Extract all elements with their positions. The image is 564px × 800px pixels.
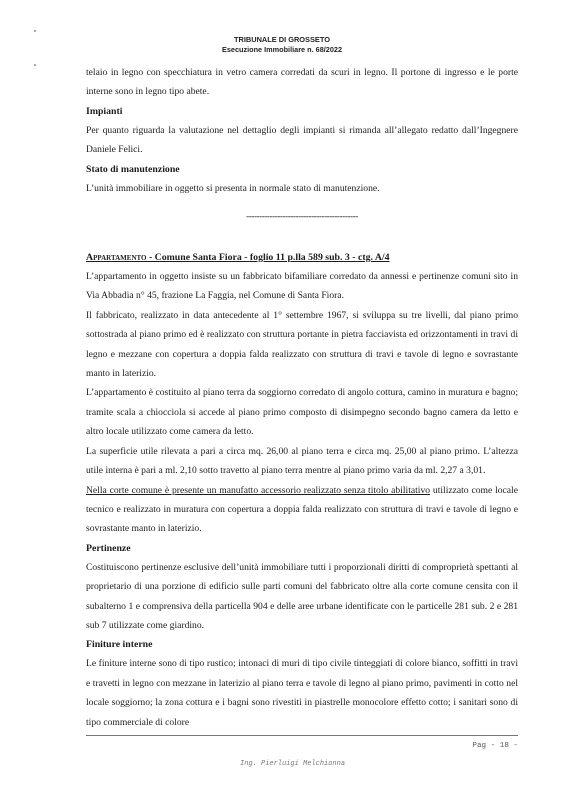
paragraph-pertinenze: Costituiscono pertinenze esclusive dell’unità immobiliare tutti i proporzionali diritti di comproprietà spettanti al proprietario di una porzione di edificio sulle parti comuni del fabbricato oltre alla corte comune censita con il subalterno 1 e comprensiva della particella 904 e delle aree urbane identificate con le particelle 281 sub. 2 e 281 sub 7 utilizzate come giardino.: [86, 561, 518, 631]
footer-rule: [86, 735, 518, 736]
heading-impianti: Impianti: [86, 105, 123, 117]
paragraph-finishes-continued: telaio in legno con specchiatura in vetro camera corredati da scuri in legno. Il portone di ingresso e le porte interne sono in legno tipo abete.: [86, 67, 518, 98]
scan-speck: [34, 30, 36, 32]
court-name: TRIBUNALE DI GROSSETO: [234, 35, 330, 44]
document-body: [86, 63, 518, 732]
paragraph-finiture-interne: Le finiture interne sono di tipo rustico; intonaci di muri di tipo civile tinteggiati di colore bianco, soffitti in travi e travetti in legno con mezzane in laterizio al piano terra e tavole di legno al piano primo, pavimenti in cotto nel locale soggiorno; la zona cottura e i bagni sono rivestiti in piastrelle monocolore effetto cotto; i sanitari sono di tipo commerciale di colore: [86, 658, 518, 728]
scan-speck: [34, 64, 36, 66]
section-title-appartamento: [86, 248, 518, 267]
section-separator: -------------------------------------------: [246, 211, 358, 222]
heading-pertinenze: Pertinenze: [86, 542, 131, 554]
paragraph-stato-manutenzione: L’unità immobiliare in oggetto si presenta in normale stato di manutenzione.: [86, 182, 380, 194]
heading-finiture-interne: Finiture interne: [86, 639, 153, 651]
paragraph-appartamento-3: L’appartamento è costituito al piano terra da soggiorno corredato di angolo cottura, camino in muratura e bagno; tramite scala a chiocciola si accede al piano primo composto di disimpegno secondo bagno camera da letto e altro locale utilizzato come camera da letto.: [86, 387, 518, 438]
paragraph-appartamento-5: [86, 481, 518, 539]
paragraph-appartamento-1: L’appartamento in oggetto insiste su un fabbricato bifamiliare corredato da annessi e pertinenze comuni sito in Via Abbadia n° 45, frazione La Faggia, nel Comune di Santa Fiora.: [86, 271, 518, 302]
paragraph-appartamento-5-rest: utilizzato come locale tecnico e realizzato in muratura con copertura a doppia falda realizzato con struttura di travi e tavole di legno e sovrastante manto in laterizio.: [86, 484, 518, 535]
title-rest: - Comune Santa Fiora - foglio 11 p.lla 589 sub. 3 - ctg. A/4: [146, 252, 390, 264]
paragraph-appartamento-2: Il fabbricato, realizzato in data antecedente al 1° settembre 1967, si sviluppa su tre livelli, dal piano primo sottostrada al piano primo ed è realizzato con struttura portante in pietra facciavista ed orizzontamenti in travi di legno e mezzane con copertura a doppia falda realizzato con struttura di travi e tavole di legno e sovrastante manto in laterizio.: [86, 309, 518, 380]
case-number: Esecuzione Immobiliare n. 68/2022: [221, 45, 343, 54]
heading-stato-manutenzione: Stato di manutenzione: [86, 163, 180, 175]
page-number: Pag - 18 -: [472, 742, 518, 750]
paragraph-impianti: Per quanto riguarda la valutazione nel dettaglio degli impianti si rimanda all’allegato redatto dall’Ingegnere Daniele Felici.: [86, 124, 518, 156]
paragraph-appartamento-4: La superficie utile rilevata a pari a circa mq. 26,00 al piano terra e circa mq. 25,00 al piano primo. L’altezza utile interna è pari a ml. 2,10 sotto travetto al piano terra mentre al piano primo varia da ml. 2,27 a 3,01.: [86, 445, 518, 477]
underlined-note: Nella corte comune è presente un manufatto accessorio realizzato senza titolo abilitativo: [86, 484, 431, 496]
author-signature: Ing. Pierluigi Melchionna: [240, 760, 346, 768]
title-lead: Appartamento: [86, 252, 147, 264]
